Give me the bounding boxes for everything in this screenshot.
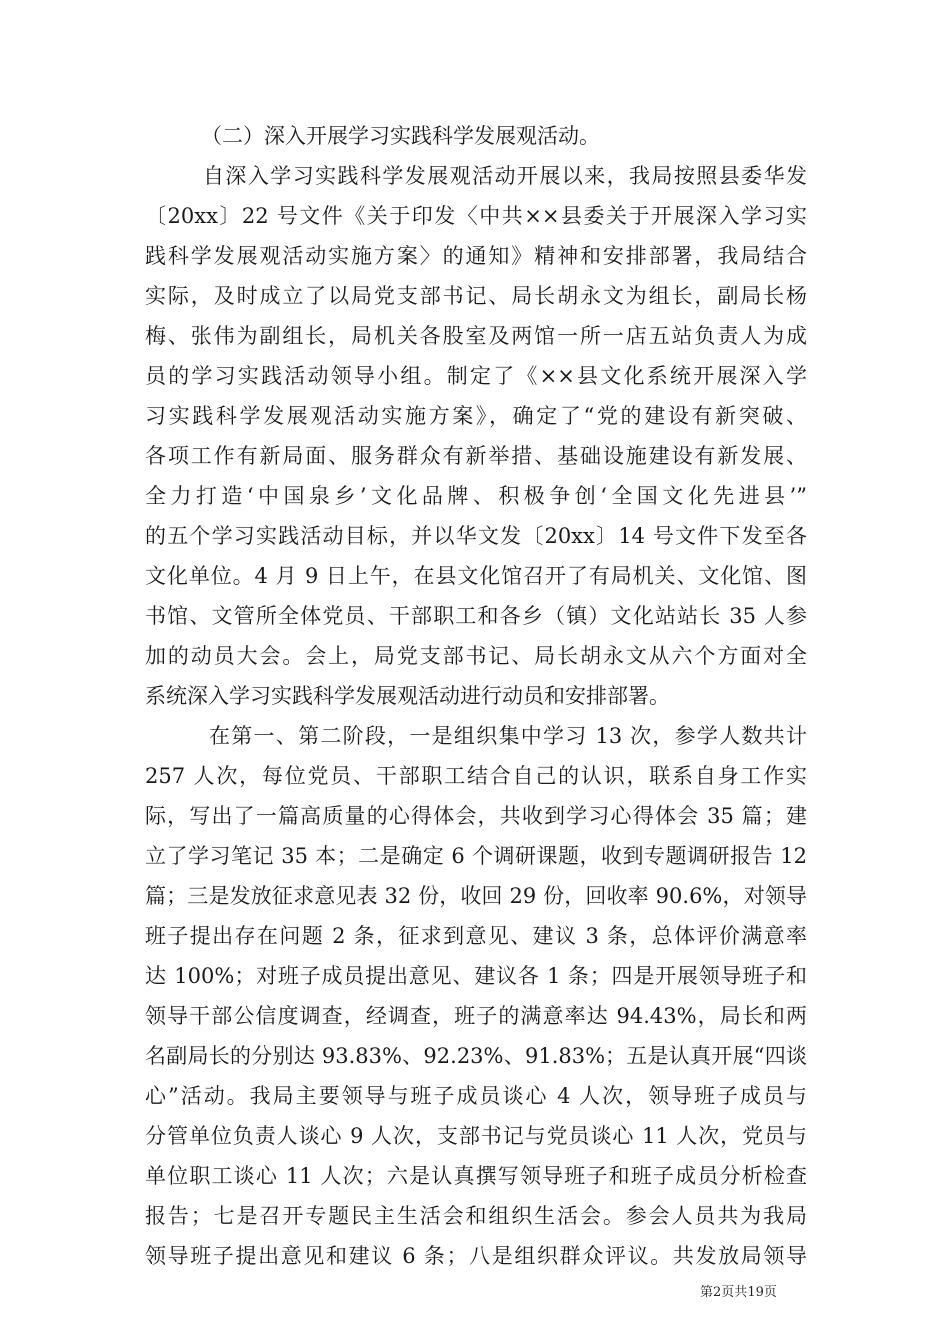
paragraph-line: 领导班子提出意见和建议 6 条；八是组织群众评议。共发放局领导 xyxy=(145,1244,807,1268)
paragraph-line: 书馆、文管所全体党员、干部职工和各乡（镇）文化站站长 35 人参 xyxy=(145,604,807,628)
paragraph-line: 领导干部公信度调查，经调查，班子的满意率达 94.43%，局长和两 xyxy=(145,1004,807,1028)
page-number-footer xyxy=(700,1284,810,1302)
paragraph-line: 分管单位负责人谈心 9 人次，支部书记与党员谈心 11 人次，党员与 xyxy=(145,1124,807,1148)
paragraph-2 xyxy=(145,716,807,1276)
total-pages-number: 19 xyxy=(747,1285,764,1300)
paragraph-line: 达 100%；对班子成员提出意见、建议各 1 条；四是开展领导班子和 xyxy=(145,964,807,988)
paragraph-1 xyxy=(145,156,807,716)
section-heading: （二）深入开展学习实践科学发展观活动。 xyxy=(201,124,600,148)
paragraph-line: 名副局长的分别达 93.83%、92.23%、91.83%；五是认真开展“四谈 xyxy=(145,1044,807,1068)
paragraph-line: 立了学习笔记 35 本；二是确定 6 个调研课题，收到专题调研报告 12 xyxy=(145,844,807,868)
paragraph-line: 践科学发展观活动实施方案〉的通知》精神和安排部署，我局结合 xyxy=(145,244,807,268)
paragraph-line: 单位职工谈心 11 人次；六是认真撰写领导班子和班子成员分析检查 xyxy=(145,1164,807,1188)
footer-prefix: 第 xyxy=(700,1285,714,1300)
paragraph-line: 实际，及时成立了以局党支部书记、局长胡永文为组长，副局长杨 xyxy=(145,284,807,308)
document-page xyxy=(145,116,807,1276)
paragraph-line: 报告；七是召开专题民主生活会和组织生活会。参会人员共为我局 xyxy=(145,1204,807,1228)
paragraph-line: 的五个学习实践活动目标，并以华文发〔20xx〕14 号文件下发至各 xyxy=(145,524,807,548)
paragraph-line: 际，写出了一篇高质量的心得体会，共收到学习心得体会 35 篇；建 xyxy=(145,804,807,828)
paragraph-line: 习实践科学发展观活动实施方案》，确定了“党的建设有新突破、 xyxy=(145,404,807,428)
paragraph-line: 全力打造‘中国泉乡’文化品牌、积极争创‘全国文化先进县’” xyxy=(145,484,807,508)
paragraph-line: 各项工作有新局面、服务群众有新举措、基础设施建设有新发展、 xyxy=(145,444,807,468)
paragraph-line: 系统深入学习实践科学发展观活动进行动员和安排部署。 xyxy=(145,684,670,708)
paragraph-line: 文化单位。4 月 9 日上午，在县文化馆召开了有局机关、文化馆、图 xyxy=(145,564,807,588)
paragraph-line: 梅、张伟为副组长，局机关各股室及两馆一所一店五站负责人为成 xyxy=(145,324,807,348)
paragraph-line: 加的动员大会。会上，局党支部书记、局长胡永文从六个方面对全 xyxy=(145,644,807,668)
paragraph-line: 在第一、第二阶段，一是组织集中学习 13 次，参学人数共计 xyxy=(209,724,807,748)
footer-middle: 页共 xyxy=(721,1285,748,1300)
paragraph-line: 〔20xx〕22 号文件《关于印发〈中共××县委关于开展深入学习实 xyxy=(145,204,807,228)
current-page-number: 2 xyxy=(713,1285,722,1300)
paragraph-line: 班子提出存在问题 2 条，征求到意见、建议 3 条，总体评价满意率 xyxy=(145,924,807,948)
paragraph-line: 员的学习实践活动领导小组。制定了《××县文化系统开展深入学 xyxy=(145,364,807,388)
paragraph-line: 自深入学习实践科学发展观活动开展以来，我局按照县委华发 xyxy=(203,164,807,188)
paragraph-line: 心”活动。我局主要领导与班子成员谈心 4 人次，领导班子成员与 xyxy=(145,1084,807,1108)
footer-suffix: 页 xyxy=(763,1285,777,1300)
paragraph-line: 257 人次，每位党员、干部职工结合自己的认识，联系自身工作实 xyxy=(145,764,807,788)
paragraph-line: 篇；三是发放征求意见表 32 份，收回 29 份，回收率 90.6%，对领导 xyxy=(145,884,807,908)
